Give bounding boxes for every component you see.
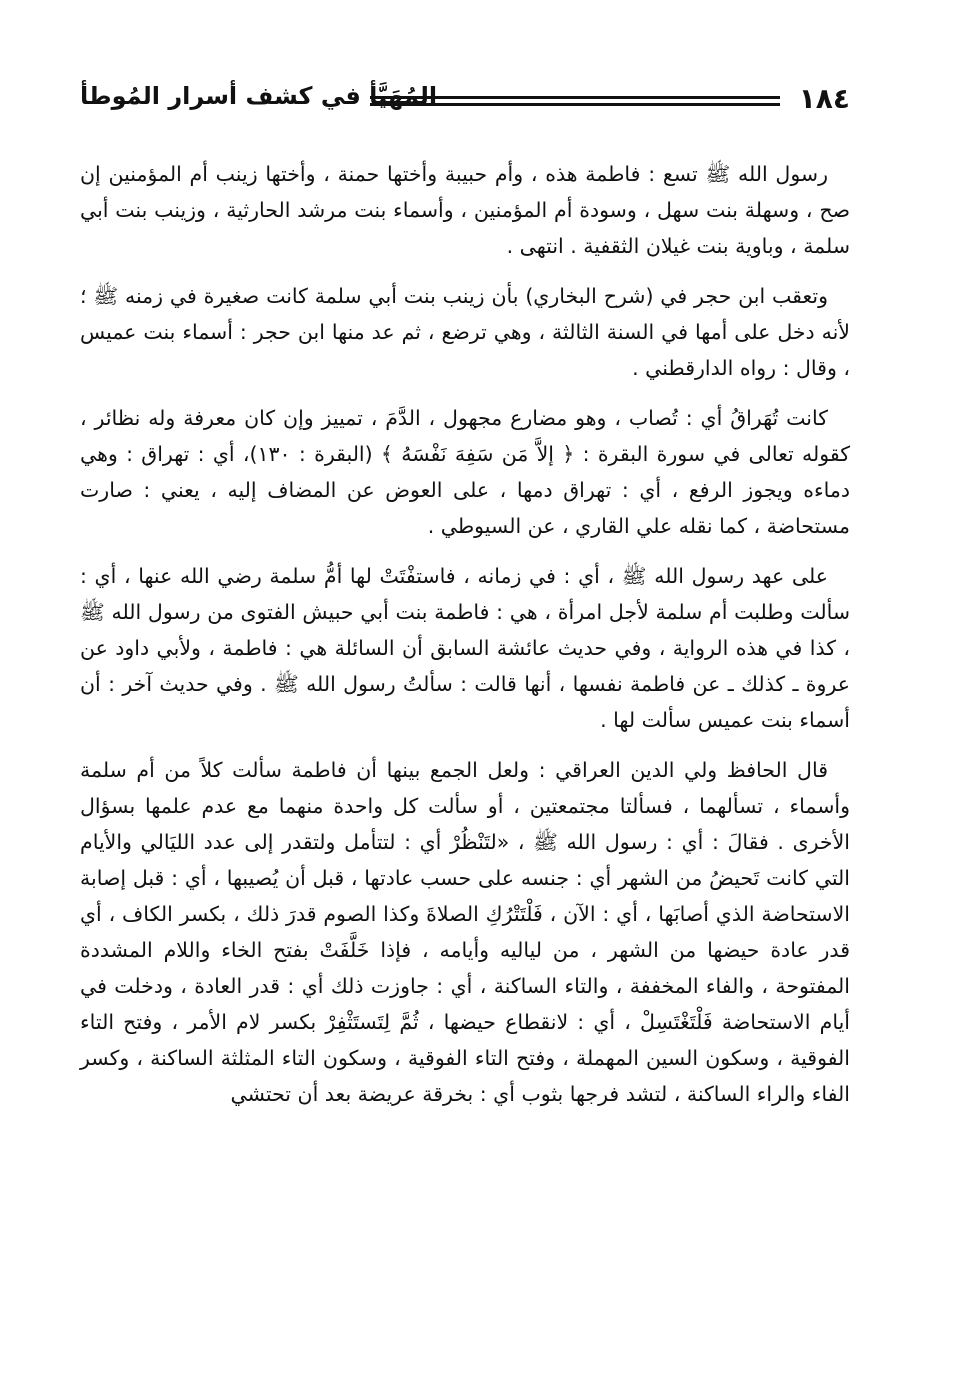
paragraph-2: وتعقب ابن حجر في (شرح البخاري) بأن زينب بنت أبي سلمة كانت صغيرة في زمنه ﷺ ؛ لأنه دخل على أمها في السنة الثالثة ، وهي ترضع ، ثم عد منها ابن حجر : أسماء بنت عميس ، وقال : رواه الدارقطني . — [80, 284, 850, 380]
paragraph-1: رسول الله ﷺ تسع : فاطمة هذه ، وأم حبيبة وأختها حمنة ، وأختها زينب أم المؤمنين إن صح ، وسهلة بنت سهل ، وسودة أم المؤمنين ، وأسماء بنت مرشد الحارثية ، وزينب بنت أبي سلمة ، وباوية بنت غيلان الثقفية . انتهى . — [80, 162, 850, 258]
page-header — [80, 76, 850, 124]
paragraph-5: قال الحافظ ولي الدين العراقي : ولعل الجمع بينها أن فاطمة سألت كلاً من أم سلمة وأسماء ، تسألهما ، فسألتا مجتمعتين ، أو سألت كل واحدة منهما مع عدم علمها بسؤال الأخرى . فقالَ : أي : رسول الله ﷺ ، «لتَنْظُرْ أي : لتتأمل ولتقدر إلى عدد الليَالي والأيام التي كانت تَحيضُ من الشهر أي : جنسه على حسب عادتها ، قبل أن يُصيبها ، أي : قبل إصابة الاستحاضة الذي أصابَها ، أي : الآن ، فَلْتَتْرُكِ الصلاةَ وكذا الصوم قدرَ ذلك ، بكسر الكاف ، أي قدر عادة حيضها من الشهر ، من لياليه وأيامه ، فإذا خَلَّفَتْ بفتح الخاء واللام المشددة المفتوحة ، والفاء المخففة ، والتاء الساكنة ، أي : جاوزت ذلك أي : قدر العادة ، ودخلت في أيام الاستحاضة فَلْتَغْتَسِلْ ، أي : لانقطاع حيضها ، ثُمَّ لِتَستَثْفِرْ بكسر لام الأمر ، وفتح التاء الفوقية ، وسكون السين المهملة ، وفتح التاء الفوقية ، وسكون التاء المثلثة الساكنة ، وكسر الفاء والراء الساكنة ، لتشد فرجها بثوب أي : بخرقة عريضة بعد أن تحتشي — [80, 758, 850, 1106]
paragraph-3: كانت تُهَراقُ أي : تُصاب ، وهو مضارع مجهول ، الدَّمَ ، تمييز وإن كان معرفة وله نظائر ، كقوله تعالى في سورة البقرة : ﴿ إلاَّ مَن سَفِهَ نَفْسَهُ ﴾ (البقرة : ١٣٠)، أي : تهراق : وهي دماءه ويجوز الرفع ، أي : تهراق دمها ، على العوض عن المضاف إليه ، يعني : صارت مستحاضة ، كما نقله علي القاري ، عن السيوطي . — [80, 406, 850, 538]
paragraph-4: على عهد رسول الله ﷺ ، أي : في زمانه ، فاستفْتَتْ لها أمُّ سلمة رضي الله عنها ، أي : سألت وطلبت أم سلمة لأجل امرأة ، هي : فاطمة بنت أبي حبيش الفتوى من رسول الله ﷺ ، كذا في هذه الرواية ، وفي حديث عائشة السابق أن السائلة هي : فاطمة ، ولأبي داود عن عروة ـ كذلك ـ عن فاطمة نفسها ، أنها قالت : سألتُ رسول الله ﷺ . وفي حديث آخر : أن أسماء بنت عميس سألت لها . — [80, 564, 850, 732]
page-body — [80, 156, 850, 1126]
page-number: ١٨٤ — [798, 82, 850, 115]
book-title: المُهَيَّأ في كشف أسرار المُوطأ — [80, 82, 438, 110]
